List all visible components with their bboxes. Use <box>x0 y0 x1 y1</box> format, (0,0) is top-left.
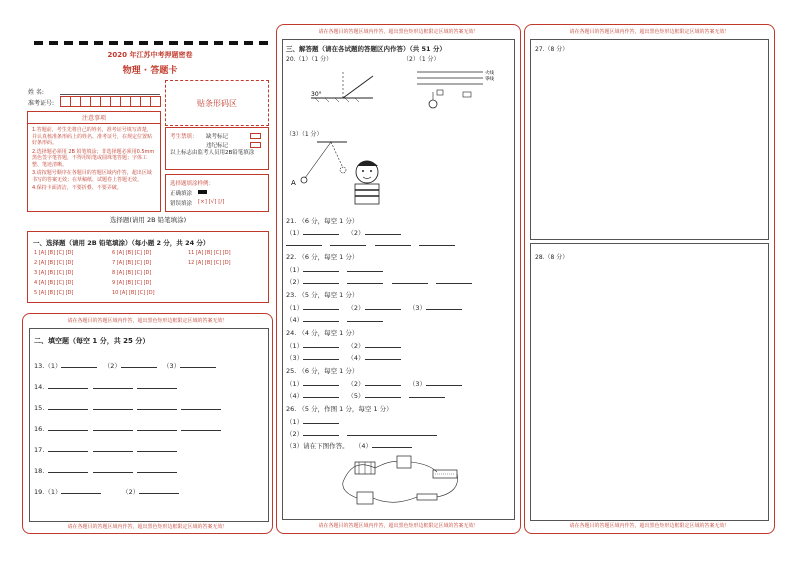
answer-blank[interactable] <box>137 402 177 410</box>
choice-options[interactable]: [A] [B] [C] [D] <box>38 250 74 256</box>
answer-blank[interactable] <box>392 276 428 284</box>
answer-blank[interactable] <box>365 302 401 310</box>
barcode-area-label: 贴条形码区 <box>197 98 237 108</box>
choice-options[interactable]: [A] [B] [C] [D] <box>116 270 152 276</box>
point-a-label: A <box>291 179 296 187</box>
wrong-fill-label: 错误填涂 <box>170 201 193 207</box>
part-label: （2） <box>286 278 304 286</box>
part-label: （1） <box>286 418 304 426</box>
q-number: 9 <box>112 280 116 286</box>
part-label: （2） <box>347 304 365 312</box>
q-number: 5 <box>34 290 38 296</box>
q20-3-label: （3）（1 分） <box>286 131 323 138</box>
answer-blank[interactable] <box>48 423 88 431</box>
q22-label: 22. （6 分，每空 1 分） <box>286 253 359 261</box>
answer-blank[interactable] <box>61 486 101 494</box>
person-illustration <box>355 161 379 204</box>
notice-item: 2.选择题必须用 2B 铅笔填涂；非选择题必须用0.5mm黑色签字笔答题，不得用铅笔或圆珠笔答题；字体工整、笔迹清晰。 <box>32 148 155 168</box>
boundary-notice: 请在各题目的答题区域内作答，超出黑色矩形边框限定区域的答案无效！ <box>67 524 228 530</box>
section3-panel <box>276 24 521 534</box>
wrong-fill-marks: [×] [√] [/] <box>198 199 225 205</box>
answer-blank[interactable] <box>347 264 383 272</box>
choice-title: 选择题(请用 2B 铅笔填涂) <box>109 216 187 224</box>
violation-checkbox[interactable] <box>250 142 261 148</box>
fill-example-title: 选择题填涂样例： <box>170 181 215 187</box>
answer-blank[interactable] <box>426 378 462 386</box>
answer-blank[interactable] <box>137 444 177 452</box>
choice-options[interactable]: [A] [B] [C] [D] <box>195 250 231 256</box>
q15-label: 15. <box>34 404 45 412</box>
boundary-notice: 请在各题目的答题区域内作答，超出黑色矩形边框限定区域的答案无效！ <box>67 318 228 324</box>
exam-no-label: 准考证号: <box>28 100 55 107</box>
choice-options[interactable]: [A] [B] [C] [D] <box>119 290 155 296</box>
part-label: （1） <box>286 229 304 237</box>
q19-label-1: 19.（1） <box>34 488 62 496</box>
choice-options[interactable]: [A] [B] [C] [D] <box>38 260 74 266</box>
switch-icon <box>437 90 443 95</box>
answer-blank[interactable] <box>347 314 383 322</box>
exam-no-boxes[interactable] <box>60 96 161 107</box>
answer-blank[interactable] <box>137 465 177 473</box>
answer-blank[interactable] <box>303 264 339 272</box>
q-number: 4 <box>34 280 38 286</box>
answer-blank[interactable] <box>48 381 88 389</box>
answer-blank[interactable] <box>93 402 133 410</box>
answer-blank[interactable] <box>419 238 455 246</box>
answer-blank[interactable] <box>303 416 339 424</box>
answer-blank[interactable] <box>121 360 157 368</box>
part-label: （3） <box>408 304 426 312</box>
page-title: 2020 年江苏中考押题密卷 <box>107 51 193 59</box>
answer-blank[interactable] <box>365 378 401 386</box>
violation-label: 违纪标记 <box>206 143 229 149</box>
answer-blank[interactable] <box>365 352 401 360</box>
q13-label-3: （3） <box>163 362 181 370</box>
wiring-figure <box>413 64 503 114</box>
q20-1-label: 20.（1）（1 分） <box>286 56 333 63</box>
answer-blank[interactable] <box>303 227 339 235</box>
answer-blank[interactable] <box>303 302 339 310</box>
part-label: （2） <box>286 430 304 438</box>
answer-blank[interactable] <box>93 465 133 473</box>
answer-blank[interactable] <box>375 238 411 246</box>
correct-fill-label: 正确填涂 <box>170 191 193 197</box>
section3-title: 三、解答题（请在各试题的答题区内作答）（共 51 分） <box>286 45 446 53</box>
q26-4-label: （4） <box>354 442 372 450</box>
notice-box <box>27 111 161 212</box>
angle-label: 30° <box>311 91 322 98</box>
choice-options[interactable]: [A] [B] [C] [D] <box>195 260 231 266</box>
boundary-notice: 请在各题目的答题区域内作答，超出黑色矩形边框限定区域的答案无效！ <box>318 29 479 35</box>
choice-options[interactable]: [A] [B] [C] [D] <box>38 290 74 296</box>
ammeter-icon <box>357 492 373 504</box>
boundary-notice: 请在各题目的答题区域内作答，超出黑色矩形边框限定区域的答案无效！ <box>569 29 730 35</box>
part-label: （1） <box>286 266 304 274</box>
answer-blank[interactable] <box>303 314 339 322</box>
q13-label-2: （2） <box>103 362 121 370</box>
part-label: （1） <box>286 380 304 388</box>
answer-blank[interactable] <box>139 486 179 494</box>
q18-label: 18. <box>34 467 45 475</box>
answer-blank[interactable] <box>365 227 401 235</box>
q-number: 8 <box>112 270 116 276</box>
part-label: （2） <box>347 229 365 237</box>
answer-blank[interactable] <box>372 440 412 448</box>
notice-item: 3.请按题号顺序在各题目的答题区域内作答，超出区域书写的答案无效；在草稿纸、试题卷上答题无效。 <box>32 170 152 183</box>
part-label: （2） <box>347 380 365 388</box>
q-number: 10 <box>112 290 119 296</box>
q23-label: 23. （5 分，每空 1 分） <box>286 291 359 299</box>
q27-label: 27.（8 分） <box>535 46 569 53</box>
answer-blank[interactable] <box>303 352 339 360</box>
answer-blank[interactable] <box>365 390 401 398</box>
answer-blank[interactable] <box>181 402 221 410</box>
part-label: （2） <box>347 342 365 350</box>
fill-example-box <box>165 174 269 212</box>
missing-checkbox[interactable] <box>250 133 261 139</box>
answer-blank[interactable] <box>137 423 177 431</box>
answer-blank[interactable] <box>137 381 177 389</box>
switch-icon <box>417 494 437 500</box>
answer-blank[interactable] <box>330 238 366 246</box>
part-label: （4） <box>286 316 304 324</box>
answer-blank[interactable] <box>48 402 88 410</box>
section2-title: 二、填空题（每空 1 分，共 25 分） <box>34 337 150 345</box>
q27-answer-area[interactable] <box>530 39 769 240</box>
part-label: （3） <box>408 380 426 388</box>
absent-note: 以上标志由监考人员用2B铅笔填涂 <box>170 150 255 156</box>
answer-blank[interactable] <box>303 428 339 436</box>
answer-blank[interactable] <box>48 444 88 452</box>
q-number: 2 <box>34 260 38 266</box>
answer-blank[interactable] <box>61 360 97 368</box>
answer-blank[interactable] <box>93 444 133 452</box>
q26-label: 26. （5 分，作图 1 分，每空 1 分） <box>286 405 393 413</box>
q-number: 6 <box>112 250 116 256</box>
q-number: 11 <box>188 250 195 256</box>
part-label: （3） <box>286 354 304 362</box>
mirror-ray-figure <box>303 66 383 106</box>
choice-options[interactable]: [A] [B] [C] [D] <box>38 270 74 276</box>
answer-blank[interactable] <box>180 360 216 368</box>
fire-wire-label: 火线 <box>485 71 494 76</box>
answer-blank[interactable] <box>93 423 133 431</box>
choice-options[interactable]: [A] [B] [C] [D] <box>116 260 152 266</box>
meter-icon <box>397 456 411 468</box>
bulb-icon <box>429 100 437 108</box>
notice-item: 1.答题前，考生先将自己的姓名，准考证号填写清楚，并认真核准条形码上的姓名、准考证号，在规定位置贴好条形码。 <box>32 127 153 146</box>
q26-3-label: （3）请在下图作答。 <box>286 442 349 450</box>
name-label: 姓 名: <box>28 89 44 96</box>
q-number: 3 <box>34 270 38 276</box>
answer-blank[interactable] <box>93 381 133 389</box>
q24-label: 24. （4 分，每空 1 分） <box>286 329 359 337</box>
answer-blank[interactable] <box>303 378 339 386</box>
name-field[interactable] <box>60 94 160 95</box>
answer-blank[interactable] <box>303 390 339 398</box>
barcode-area <box>165 80 269 126</box>
part-label: （4） <box>286 392 304 400</box>
boundary-notice: 请在各题目的答题区域内作答，超出黑色矩形边框限定区域的答案无效！ <box>569 523 730 529</box>
answer-blank[interactable] <box>347 276 383 284</box>
q19-label-2: （2） <box>122 488 140 496</box>
notice-title: 注意事项 <box>28 112 160 124</box>
section2-answer-area[interactable] <box>29 328 269 522</box>
q16-label: 16. <box>34 425 45 433</box>
q25-label: 25. （6 分，每空 1 分） <box>286 367 359 375</box>
answer-blank[interactable] <box>365 340 401 348</box>
section1-title: 一、选择题（请用 2B 铅笔填涂）（每小题 2 分，共 24 分） <box>33 239 210 247</box>
answer-blank[interactable] <box>436 276 472 284</box>
notice-item: 4.保持卡面清洁，不要折叠、不要弄破。 <box>32 185 122 191</box>
answer-blank[interactable] <box>426 302 462 310</box>
answer-blank[interactable] <box>303 340 339 348</box>
q-number: 7 <box>112 260 116 266</box>
boundary-notice: 请在各题目的答题区域内作答，超出黑色矩形边框限定区域的答案无效！ <box>318 523 479 529</box>
q-number: 12 <box>188 260 195 266</box>
choice-options[interactable]: [A] [B] [C] [D] <box>116 250 152 256</box>
q14-label: 14. <box>34 383 45 391</box>
part-label: （1） <box>286 342 304 350</box>
absent-box <box>165 127 269 170</box>
page-subtitle: 物理 · 答题卡 <box>122 66 178 76</box>
q13-label-1: 13.（1） <box>34 362 62 370</box>
answer-blank[interactable] <box>303 276 339 284</box>
q28-answer-area[interactable] <box>530 243 769 521</box>
section2-panel <box>22 313 273 534</box>
choice-options[interactable]: [A] [B] [C] [D] <box>116 280 152 286</box>
pendulum-figure <box>287 138 417 208</box>
answer-blank[interactable] <box>347 428 437 436</box>
zero-wire-label: 零线 <box>485 77 494 82</box>
absent-label: 考生禁填： <box>170 134 198 140</box>
q20-2-label: （2）（1 分） <box>403 56 440 63</box>
correct-fill-mark <box>198 190 207 194</box>
missing-label: 缺考标记 <box>206 134 229 140</box>
part-label: （1） <box>286 304 304 312</box>
q17-label: 17. <box>34 446 45 454</box>
answer-blank[interactable] <box>286 238 322 246</box>
part-label: （5） <box>347 392 365 400</box>
part-label: （4） <box>347 354 365 362</box>
choice-options[interactable]: [A] [B] [C] [D] <box>38 280 74 286</box>
right-panel <box>524 24 775 534</box>
section3-answer-area[interactable] <box>282 39 515 520</box>
q28-label: 28.（8 分） <box>535 254 569 261</box>
circuit-figure <box>333 452 463 514</box>
answer-blank[interactable] <box>181 423 221 431</box>
answer-blank[interactable] <box>409 390 445 398</box>
socket-icon <box>463 92 471 97</box>
answer-blank[interactable] <box>48 465 88 473</box>
q21-label: 21. （6 分，每空 1 分） <box>286 217 359 225</box>
q-number: 1 <box>34 250 38 256</box>
section1-box <box>27 231 269 303</box>
